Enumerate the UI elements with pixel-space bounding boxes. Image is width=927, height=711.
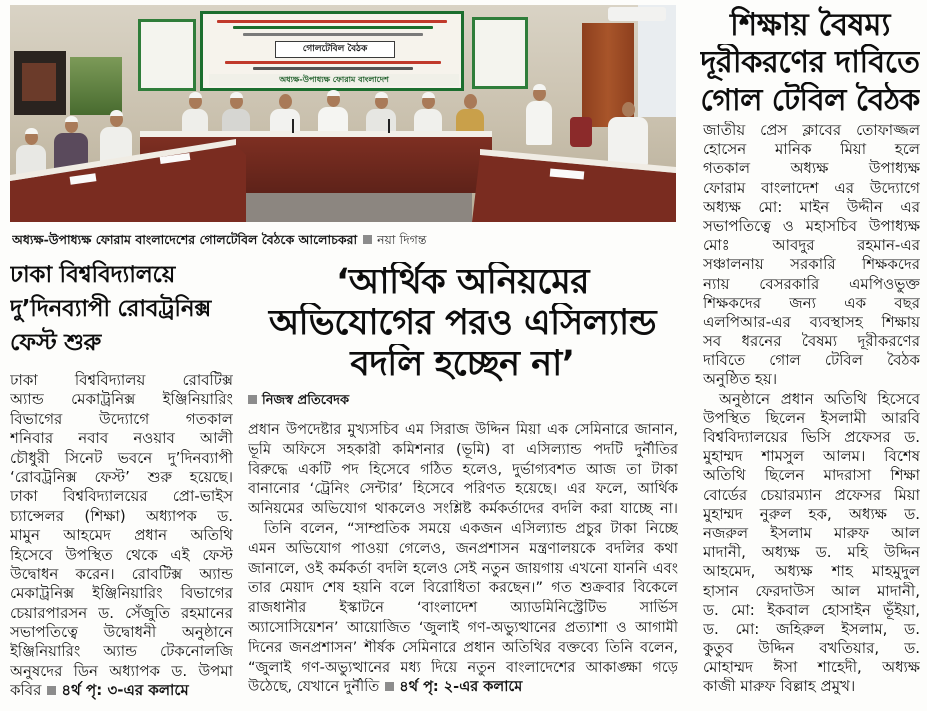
left-headline-line: দু’দিনব্যাপী রোবট্রনিক্স bbox=[10, 296, 211, 322]
body-line: মেকাট্রনিক্স ইঞ্জিনিয়ারিং বিভাগের bbox=[10, 584, 233, 603]
event-banner bbox=[200, 11, 464, 91]
body-line: বিশ্ববিদ্যালয়ের ভিসি প্রফেসর ড. bbox=[703, 428, 920, 446]
body-line: কুতুব উদ্দিন বখতিয়ার, ড. bbox=[703, 639, 920, 658]
body-line: হিসেবে উপস্থিত থেকে এই ফেস্ট bbox=[10, 545, 233, 564]
body-line: এমন অভিযোগ পাওয়া গেলেও, জনপ্রশাসন মন্ত্রণালয়কে বদলির কথা bbox=[248, 540, 678, 557]
body-line: অতিথি ছিলেন মাদরাসা শিক্ষা bbox=[703, 466, 920, 485]
body-line: ‘রোবট্রনিক্স ফেস্ট’ শুরু হয়েছে। bbox=[10, 467, 233, 486]
body-line: চ্যান্সেলর (শিক্ষা) অধ্যাপক ড. bbox=[10, 506, 233, 525]
body-line: দিনের জনপ্রশাসন’ শীর্ষক সেমিনারে প্রধান অতিথির বক্তব্যে তিনি বলেন, bbox=[248, 639, 678, 656]
body-line: মাদানী, অধ্যক্ষ ড. মহি উদ্দিন bbox=[703, 543, 920, 562]
banner-decoration bbox=[225, 61, 441, 64]
body-line: জাতীয় প্রেস ক্লাবের তোফাজ্জল bbox=[703, 121, 920, 139]
photo-caption-text: অধ্যক্ষ-উপাধ্যক্ষ ফোরাম বাংলাদেশের গোলটেবিল বৈঠকে আলোচকরা bbox=[12, 232, 358, 247]
green-landscape-board bbox=[70, 57, 122, 115]
body-line: অ্যান্ড মেকাট্রনিক্স ইঞ্জিনিয়ারিং bbox=[10, 390, 233, 409]
body-line: অনুষ্ঠিত হয়। bbox=[703, 370, 778, 389]
body-line: ইঞ্জিনিয়ারিং অ্যান্ড টেকনোলজি bbox=[10, 642, 233, 661]
byline bbox=[248, 392, 349, 410]
body-line: গতকাল অধ্যক্ষ উপাধ্যক্ষ bbox=[703, 159, 920, 178]
body-line: ফোরাম বাংলাদেশ এর উদ্যোগে bbox=[703, 178, 920, 197]
left-headline-line: ঢাকা বিশ্ববিদ্যালয়ে bbox=[10, 262, 175, 288]
banner-decoration bbox=[233, 26, 433, 29]
body-line: ন্যায় বেসরকারি এমপিওভুক্ত bbox=[703, 274, 920, 293]
microphone bbox=[388, 119, 390, 133]
body-line: মুহাম্মদ শামসুল আলম। বিশেষ bbox=[703, 447, 920, 466]
banner-title: গোলটেবিল বৈঠক bbox=[275, 41, 395, 58]
wall-board-image bbox=[22, 63, 56, 101]
photo-caption bbox=[12, 231, 676, 249]
banner-organization: অধ্যক্ষ-উপাধ্যক্ষ ফোরাম বাংলাদেশ bbox=[209, 74, 459, 86]
body-line bbox=[10, 681, 233, 700]
body-line: দাবিতে গোল টেবিল বৈঠক bbox=[703, 351, 920, 370]
body-line: অনিয়মের অভিযোগ থাকলেও সংশ্লিষ্ট কর্মকর্তাদের বদলি করা যাচ্ছে না। bbox=[248, 501, 678, 518]
body-line: এলপিআর-এর ব্যবস্থাসহ শিক্ষায় bbox=[703, 312, 920, 331]
body-line: শিক্ষকদের জন্য এক বছর bbox=[703, 293, 920, 312]
body-line: অনুষদের ডিন অধ্যাপক ড. উপমা bbox=[10, 661, 233, 680]
body-line: মোহাম্মদ ঈসা শাহেদী, অধ্যক্ষ bbox=[703, 658, 920, 677]
body-line: সভাপতিত্বে উদ্বোধনী অনুষ্ঠানে bbox=[10, 623, 233, 642]
right-headline-line: দূরীকরণের দাবিতে bbox=[700, 45, 920, 80]
photo-credit: নয়া দিগন্ত bbox=[377, 232, 427, 247]
body-line: উদ্বোধন করেন। রোবটিক্স অ্যান্ড bbox=[10, 564, 233, 583]
right-headline-line: গোল টেবিল বৈঠক bbox=[700, 83, 920, 118]
banner-decoration bbox=[253, 67, 413, 70]
body-line: অ্যাসোসিয়েশন’ আয়োজিত ‘জুলাই গণ-অভ্যুত্থানের প্রত্যাশা ও আগামী bbox=[248, 619, 678, 636]
body-line: ড. মো: জহিরুল ইসলাম, ড. bbox=[703, 619, 920, 638]
body-line: মোঃ আবদুর রহমান-এর bbox=[703, 236, 920, 255]
body-line: অনুষ্ঠানে প্রধান অতিথি হিসেবে bbox=[719, 389, 920, 408]
left-poster-board bbox=[138, 19, 196, 91]
middle-headline-line: অভিযোগের পরও এসিল্যান্ড bbox=[268, 303, 657, 343]
body-line: চৌধুরী সিনেট ভবনে দু’দিনব্যাপী bbox=[10, 448, 233, 467]
chair bbox=[570, 117, 592, 147]
body-line: তার মেয়াদ শেষ হয়নি বলে বিরোধিতা করছেন।” গত শুক্রবার বিকেলে bbox=[248, 580, 678, 597]
left-headline-line: ফেস্ট শুরু bbox=[10, 330, 101, 356]
body-line bbox=[248, 678, 678, 698]
body-line: উপস্থিত ছিলেন ইসলামী আরবি bbox=[703, 408, 920, 427]
body-line-text: কবির bbox=[10, 681, 42, 700]
person bbox=[608, 117, 648, 165]
bullet-square-icon bbox=[248, 395, 257, 404]
banner-decoration bbox=[217, 20, 447, 23]
banner-decoration bbox=[243, 33, 423, 36]
body-line: ঢাকা বিশ্ববিদ্যালয় রোবটিক্স bbox=[10, 371, 233, 389]
middle-article-body bbox=[248, 421, 678, 701]
body-line: বিরুদ্ধে একটি পদ হিসেবে গঠিত হলেও, দুর্ভাগ্যবশত আজ তা টাকা bbox=[248, 461, 678, 478]
bullet-square-icon bbox=[363, 235, 372, 244]
body-line: ড. মো: ইকবাল হোসাইন ভূঁইয়া, bbox=[703, 600, 920, 619]
body-line: জানালে, ওই কর্মকর্তা বদলি হলেও সেই নতুন জায়গায় এখনো যাননি এবং bbox=[248, 560, 678, 577]
body-line: রাজধানীর ইস্কাটনে ‘বাংলাদেশ অ্যাডমিনিস্ট্রেটিভ সার্ভিস bbox=[248, 600, 678, 617]
air-conditioner bbox=[608, 7, 666, 21]
body-line-text: উঠেছে, যেখানে দুর্নীতি bbox=[248, 679, 380, 696]
microphone bbox=[292, 119, 294, 133]
body-line: চেয়ারপারসন ড. সেঁজুতি রহমানের bbox=[10, 603, 233, 622]
continued-on-page: ৪র্থ পৃ: ২-এর কলামে bbox=[399, 679, 523, 696]
body-line: তিনি বলেন, “সাম্প্রতিক সময়ে একজন এসিল্যান্ড প্রচুর টাকা নিচ্ছে bbox=[264, 520, 678, 537]
body-line: শনিবার নবাব নওয়াব আলী bbox=[10, 429, 233, 448]
byline-text: নিজস্ব প্রতিবেদক bbox=[262, 393, 350, 408]
body-line: কাজী মারুফ বিল্লাহ প্রমুখ। bbox=[703, 677, 856, 696]
left-article-body bbox=[10, 371, 233, 703]
right-article-body bbox=[703, 121, 920, 701]
bullet-square-icon bbox=[385, 682, 394, 691]
body-line: বানানোর ‘ট্রেনিং সেন্টার’ হিসেবে পরিণত হয়েছে। এর ফলে, আর্থিক bbox=[248, 481, 678, 498]
body-line: প্রধান উপদেষ্টার মুখ্যসচিব এম সিরাজ উদ্দিন মিয়া এক সেমিনারে জানান, bbox=[248, 422, 678, 438]
body-line: মুহাম্মদ নুরুল হক, অধ্যক্ষ ড. bbox=[703, 504, 920, 523]
middle-headline-line: ‘আর্থিক অনিয়মের bbox=[335, 262, 590, 302]
person bbox=[526, 101, 552, 145]
body-line: সভাপতিত্বে ও মহাসচিব উপাধ্যক্ষ bbox=[703, 216, 920, 235]
floor bbox=[246, 193, 472, 222]
body-line: হোসেন মানিক মিয়া হলে bbox=[703, 140, 920, 159]
body-line: সঞ্চালনায় সরকারি শিক্ষকদের bbox=[703, 255, 920, 274]
meeting-photo bbox=[10, 5, 676, 222]
body-line: সব ধরনের বৈষম্য দূরীকরণের bbox=[703, 332, 920, 351]
continued-on-page: ৪র্থ পৃ: ৩-এর কলামে bbox=[61, 681, 189, 700]
right-headline-line: শিক্ষায় বৈষম্য bbox=[730, 7, 890, 43]
body-line: বোর্ডের চেয়ারম্যান প্রফেসর মিয়া bbox=[703, 485, 920, 504]
body-line: ঢাকা বিশ্ববিদ্যালয়ের প্রো-ভাইস bbox=[10, 487, 233, 506]
body-line: নজরুল ইসলাম মারুফ আল bbox=[703, 523, 920, 542]
window bbox=[638, 5, 676, 117]
right-poster-board bbox=[472, 17, 528, 89]
body-line: “জুলাই গণ-অভ্যুত্থানের মধ্য দিয়ে নতুন বাংলাদেশের আকাঙ্ক্ষা গড়ে bbox=[248, 659, 678, 676]
body-line: অধ্যক্ষ মো: মাইন উদ্দীন এর bbox=[703, 197, 920, 216]
middle-headline-line: বদলি হচ্ছেন না’ bbox=[350, 344, 575, 384]
bullet-square-icon bbox=[47, 686, 56, 695]
body-line: হাসান ফেরদাউস আল মাদানী, bbox=[703, 581, 920, 600]
body-line: মামুন আহমেদ প্রধান অতিথি bbox=[10, 526, 233, 545]
body-line: বিভাগের উদ্যোগে গতকাল bbox=[10, 409, 233, 428]
body-line: আহমেদ, অধ্যক্ষ শাহ মাহমুদুল bbox=[703, 562, 920, 581]
body-line: ভূমি অফিসে সহকারী কমিশনার (ভূমি) বা এসিল্যান্ড পদটি দুর্নীতির bbox=[248, 441, 678, 458]
